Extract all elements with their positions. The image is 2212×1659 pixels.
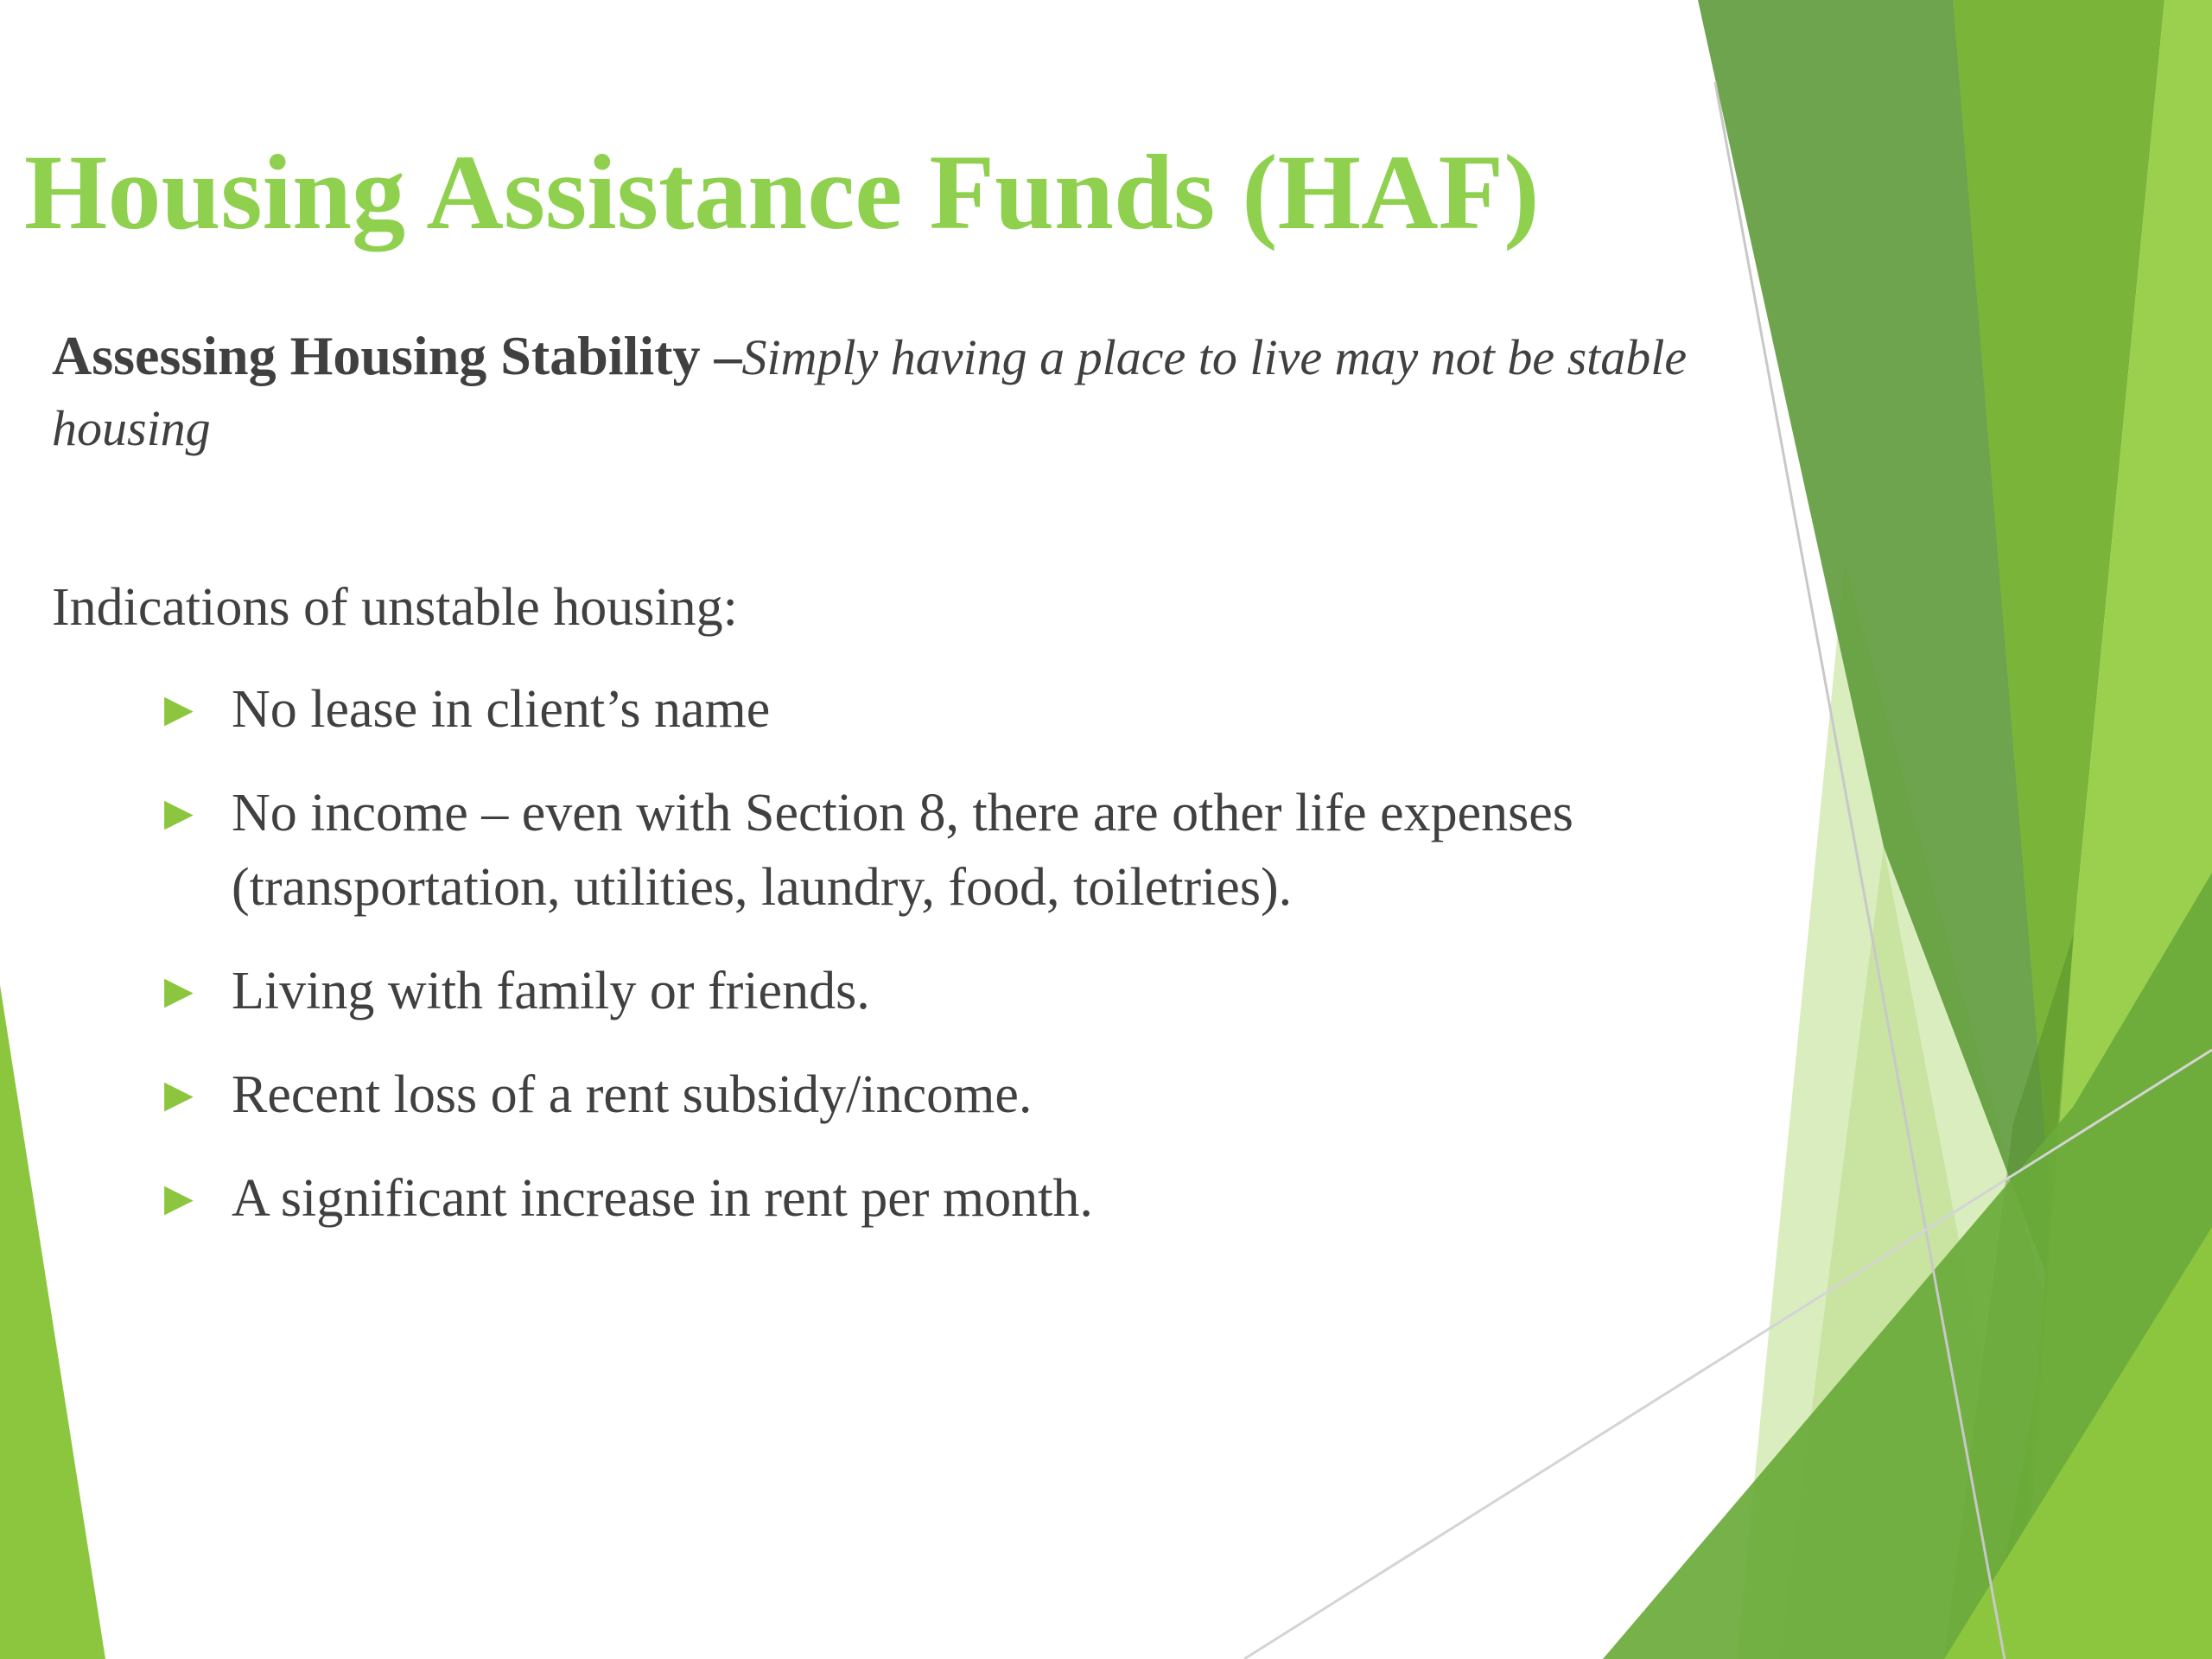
left-green-sliver [0,985,105,1659]
bullet-item [164,1161,1754,1236]
bullet-text: No lease in client’s name [232,680,771,739]
bullet-list [164,672,1754,1265]
triangle-right-icon: ▶ [164,687,194,731]
bullet-text: A significant increase in rent per month. [232,1169,1093,1228]
bullet-item [164,1058,1754,1132]
subheading-italic-text: Simply having a place to live may not be stable housing [52,329,1688,456]
subheading-bold-text: Assessing Housing Stability – [52,325,742,386]
bullet-item [164,776,1754,925]
subheading [52,321,1711,463]
triangle-right-icon: ▶ [164,1176,194,1220]
bullet-text: Living with family or friends. [232,962,870,1020]
triangle-right-icon: ▶ [164,791,194,835]
triangle-right-icon: ▶ [164,1072,194,1116]
bullet-item [164,672,1754,747]
triangle-right-icon: ▶ [164,969,194,1013]
bullet-text: Recent loss of a rent subsidy/income. [232,1065,1033,1124]
bullet-item [164,954,1754,1028]
intro-text: Indications of unstable housing: [52,578,738,637]
bullet-text: No income – even with Section 8, there are other life expenses (transportation, utilities, laundry, food, toiletries). [232,784,1573,917]
slide-title: Housing Assistance Funds (HAF) [24,133,1540,251]
